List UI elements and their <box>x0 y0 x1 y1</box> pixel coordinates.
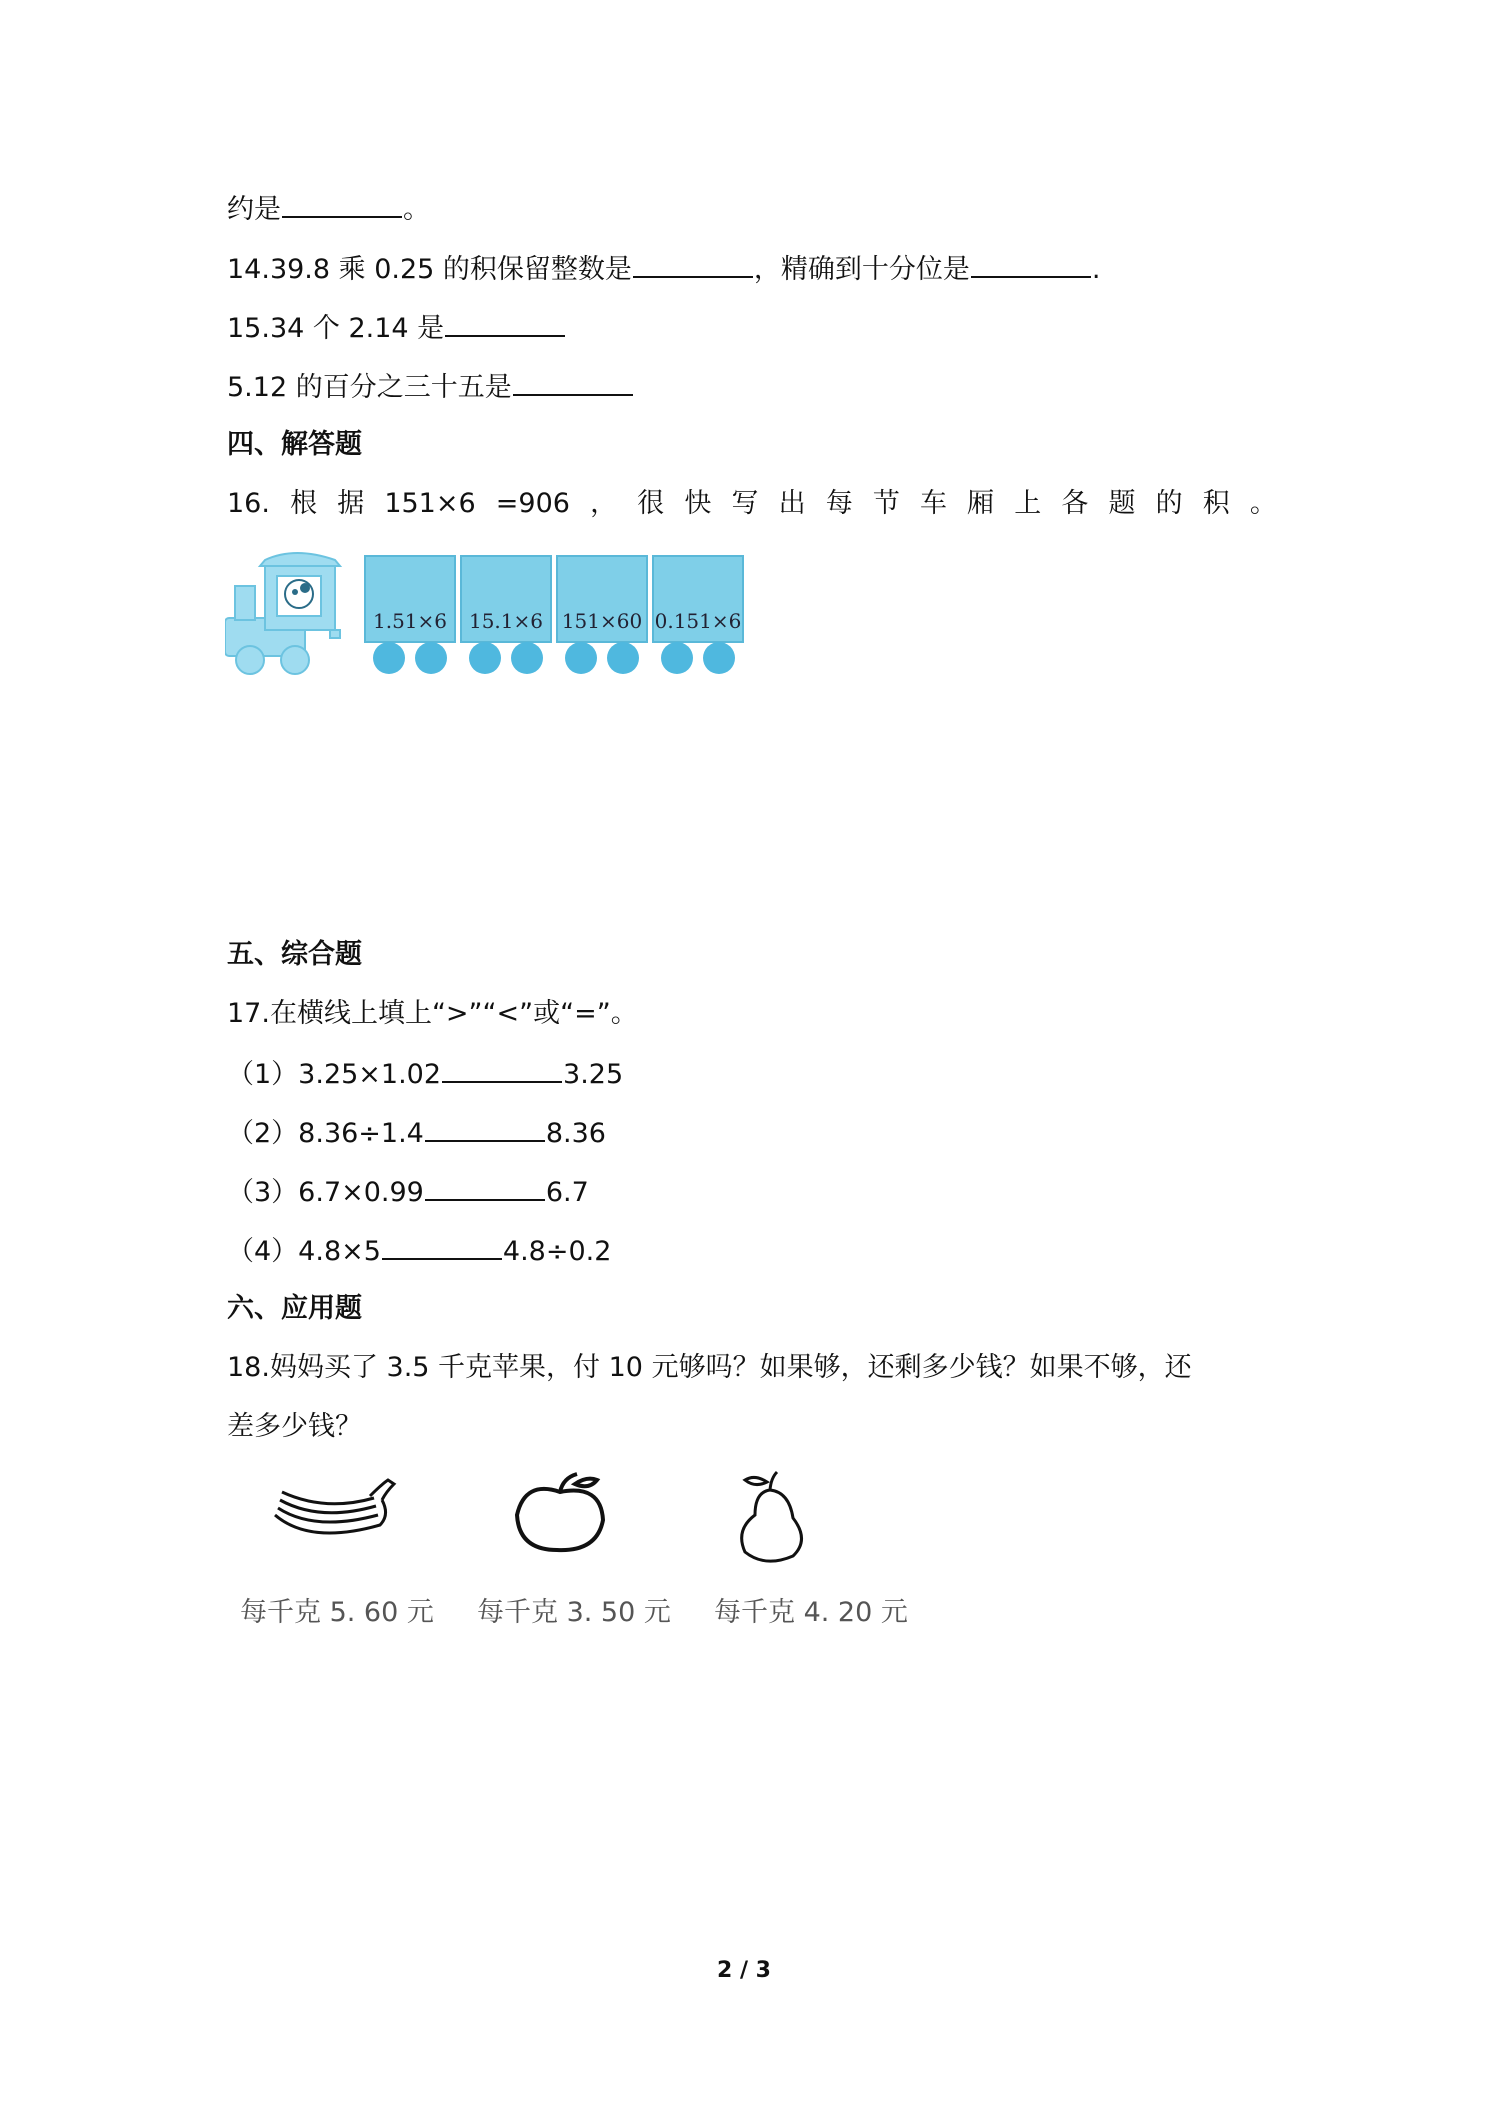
answer-blank[interactable] <box>633 250 753 278</box>
train-wheel <box>511 642 543 674</box>
price-label-banana: 每千克 5. 60 元 <box>240 1597 434 1628</box>
answer-blank[interactable] <box>971 250 1091 278</box>
question-17-prompt: 17.在横线上填上“>”“<”或“=”。 <box>227 998 638 1029</box>
question-17-item-4 <box>227 1232 611 1270</box>
pear-icon <box>715 1470 825 1570</box>
question-text: 5.12 的百分之三十五是 <box>227 372 512 403</box>
question-16-word: 出 <box>778 488 806 519</box>
train-car-label: 151×60 <box>561 609 643 633</box>
question-16-word: 快 <box>684 488 712 519</box>
section-title-5: 五、综合题 <box>227 939 362 970</box>
text: 约是 <box>227 194 281 225</box>
answer-blank[interactable] <box>282 190 402 218</box>
answer-blank[interactable] <box>425 1114 545 1142</box>
train-car <box>461 556 551 674</box>
question-16-word: 151×6 <box>384 488 476 519</box>
question-16-word: 节 <box>872 488 900 519</box>
item-label: （2）8.36÷1.4 <box>227 1118 424 1149</box>
train-wheel <box>661 642 693 674</box>
section-title-6: 六、应用题 <box>227 1293 362 1324</box>
train-car-label: 0.151×6 <box>654 609 742 633</box>
train-car <box>653 556 743 674</box>
question-16-word: 根 <box>290 488 318 519</box>
train-cars <box>365 556 743 674</box>
question-16-word: 各 <box>1061 488 1089 519</box>
question-16-word: 上 <box>1014 488 1042 519</box>
question-18-line-1: 18.妈妈买了 3.5 千克苹果，付 10 元够吗？如果够，还剩多少钱？如果不够，还 <box>227 1352 1192 1383</box>
banana-icon <box>270 1470 400 1560</box>
item-right: 6.7 <box>545 1177 589 1208</box>
question-16-word: 很 <box>637 488 665 519</box>
question-text: 14.39.8 乘 0.25 的积保留整数是 <box>227 254 632 285</box>
question-16-word: 的 <box>1155 488 1183 519</box>
item-right: 4.8÷0.2 <box>502 1236 612 1267</box>
locomotive <box>225 553 340 674</box>
question-16-word: 16. <box>227 488 270 519</box>
price-label-pear: 每千克 4. 20 元 <box>714 1597 908 1628</box>
question-18-line-2: 差多少钱？ <box>227 1411 362 1442</box>
train-wheel <box>703 642 735 674</box>
train-wheel <box>469 642 501 674</box>
question-text: 15.34 个 2.14 是 <box>227 313 445 344</box>
question-15 <box>227 309 566 347</box>
train-car <box>557 556 647 674</box>
question-16-word: 车 <box>919 488 947 519</box>
question-16-word: ， <box>590 488 618 519</box>
train-illustration <box>225 546 770 676</box>
question-16-word: 积 <box>1202 488 1230 519</box>
answer-line-1 <box>227 190 430 228</box>
train-wheel <box>607 642 639 674</box>
answer-blank[interactable] <box>513 368 633 396</box>
question-16-word: 。 <box>1249 488 1277 519</box>
question-16-word: =906 <box>495 488 570 519</box>
train-wheel <box>373 642 405 674</box>
question-text: . <box>1091 254 1101 285</box>
question-17-item-1 <box>227 1055 623 1093</box>
section-title-4: 四、解答题 <box>227 429 362 460</box>
question-16-word: 每 <box>825 488 853 519</box>
answer-blank[interactable] <box>382 1232 502 1260</box>
item-label: （4）4.8×5 <box>227 1236 381 1267</box>
apple-icon <box>505 1470 615 1560</box>
train-wheel <box>415 642 447 674</box>
answer-blank[interactable] <box>445 309 565 337</box>
question-17-item-2 <box>227 1114 606 1152</box>
question-14 <box>227 250 1101 288</box>
item-right: 8.36 <box>545 1118 606 1149</box>
item-right: 3.25 <box>563 1059 624 1090</box>
question-16-word: 厢 <box>967 488 995 519</box>
page-number: 2 / 3 <box>717 1958 771 1983</box>
fruit-prices <box>240 1470 940 1640</box>
train-car-label: 15.1×6 <box>468 609 544 633</box>
price-label-apple: 每千克 3. 50 元 <box>477 1597 671 1628</box>
question-17-item-3 <box>227 1173 589 1211</box>
item-label: （3）6.7×0.99 <box>227 1177 424 1208</box>
text: 。 <box>403 194 430 225</box>
train-car-label: 1.51×6 <box>372 609 448 633</box>
question-16 <box>227 486 1277 522</box>
question-16-word: 写 <box>731 488 759 519</box>
train-car <box>365 556 455 674</box>
question-15-b <box>227 368 634 406</box>
question-16-word: 题 <box>1108 488 1136 519</box>
answer-blank[interactable] <box>425 1173 545 1201</box>
train-wheel <box>565 642 597 674</box>
item-label: （1）3.25×1.02 <box>227 1059 442 1090</box>
question-text: ，精确到十分位是 <box>753 254 970 285</box>
question-16-word: 据 <box>337 488 365 519</box>
answer-blank[interactable] <box>442 1055 562 1083</box>
